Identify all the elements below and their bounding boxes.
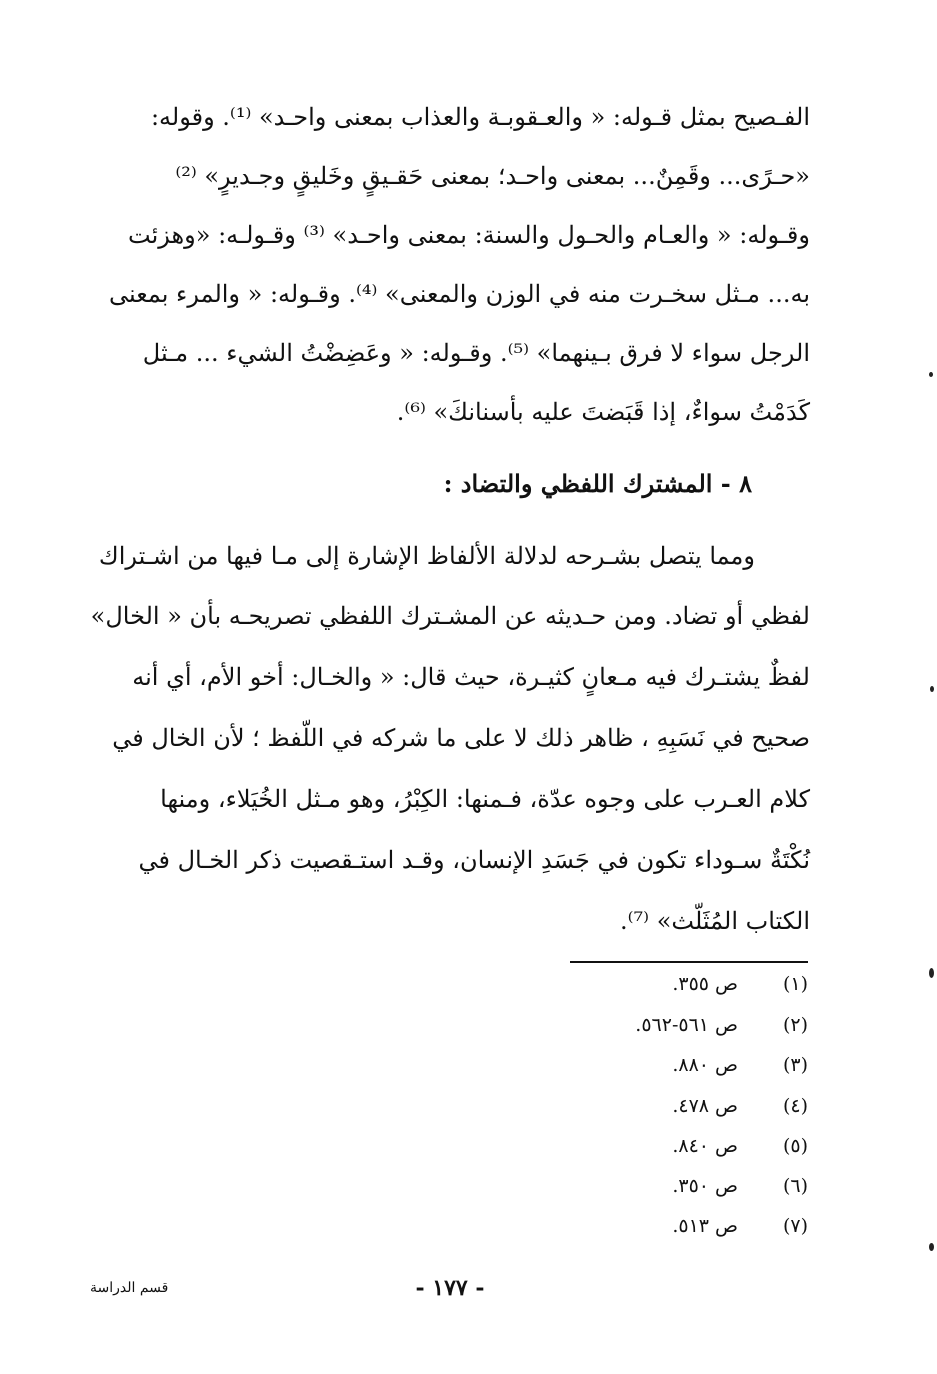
footnote-text: ص ٨٤٠.	[672, 1135, 738, 1157]
paragraph-line: نُكْتَةٌ سـوداء تكون في جَسَدِ الإنسان، وقـد استـقصيت ذكر الخـال في	[138, 846, 810, 874]
footnote-text: ص ٤٧٨.	[672, 1095, 738, 1117]
paragraph-line: كلام العـرب على وجوه عدّة، فـمنها: الكِبْرُ، وهو مـثل الخُيَلاء، ومنها	[160, 785, 810, 813]
footnote	[500, 1093, 808, 1119]
scan-speck	[929, 1243, 934, 1251]
footnote-number: (١)	[782, 973, 808, 995]
body-line: به... مـثل سخـرت منه في الوزن والمعنى» ⁽⁴⁾. وقـوله: « والمرء بمعنى	[109, 280, 810, 308]
footnote-number: (٣)	[782, 1054, 808, 1076]
footnote-text: ص ٣٥٠.	[672, 1175, 738, 1197]
footnote-text: ص ٣٥٥.	[672, 973, 738, 995]
section-heading: ٨ - المشترك اللفظي والتضاد :	[443, 469, 752, 498]
paragraph-line: صحيح في نَسَبِهِ ، ظاهر ذلك لا على ما شركه في اللّفظ ؛ لأن الخال في	[112, 724, 810, 752]
footnote-number: (٥)	[782, 1135, 808, 1157]
paragraph-line: لفظٌ يشتـرك فيه مـعانٍ كثيـرة، حيث قال: « والخـال: أخو الأم، أي أنه	[132, 663, 810, 691]
body-line: «حـرًى... وقَمِنٌ... بمعنى واحـد؛ بمعنى حَقـيقٍ وخَليقٍ وجـديرٍ» ⁽²⁾	[175, 162, 810, 190]
body-line: الرجل سواء لا فرق بـينهما» ⁽⁵⁾. وقـوله: « وعَضِضْتُ الشيء ... مـثل	[142, 339, 810, 367]
footnote-text: ص ٥٦١-٥٦٢.	[635, 1014, 738, 1036]
scan-speck	[929, 968, 934, 978]
paragraph-line: ومما يتصل بشـرحه لدلالة الألفاظ الإشارة إلى مـا فيها من اشـتراك	[98, 542, 755, 570]
footnote	[500, 1133, 808, 1159]
footnote	[500, 1052, 808, 1078]
footnote-divider	[570, 961, 808, 963]
footnote	[500, 1012, 808, 1038]
body-line: وقـوله: « والعـام والحـول والسنة: بمعنى واحـد» ⁽³⁾ وقـولـه: «وهزئت	[128, 221, 810, 249]
footnote-number: (٦)	[782, 1175, 808, 1197]
section-label: قسم الدراسة	[90, 1280, 169, 1296]
footnote-text: ص ٥١٣.	[672, 1215, 738, 1237]
page-number: - ١٧٧ -	[415, 1275, 485, 1301]
body-line: كَدَمْتُ سواءٌ، إذا قَبَضتَ عليه بأسنانكَ» ⁽⁶⁾.	[396, 398, 810, 426]
paragraph-line: لفظي أو تضاد. ومن حـديثه عن المشـترك اللفظي تصريحـه بأن « الخال»	[90, 602, 810, 630]
body-line: الفـصيح بمثل قـوله: « والعـقوبـة والعذاب بمعنى واحـد» ⁽¹⁾. وقوله:	[150, 103, 810, 131]
scan-speck	[929, 372, 933, 377]
footnote-number: (٢)	[782, 1014, 808, 1036]
footnote	[500, 1173, 808, 1199]
footnote-number: (٧)	[782, 1215, 808, 1237]
scan-speck	[930, 686, 934, 692]
footnote	[500, 971, 808, 997]
footnote	[500, 1213, 808, 1239]
footnote-text: ص ٨٨٠.	[672, 1054, 738, 1076]
paragraph-line: الكتاب المُثَلّث» ⁽⁷⁾.	[620, 907, 810, 935]
footnote-number: (٤)	[782, 1095, 808, 1117]
